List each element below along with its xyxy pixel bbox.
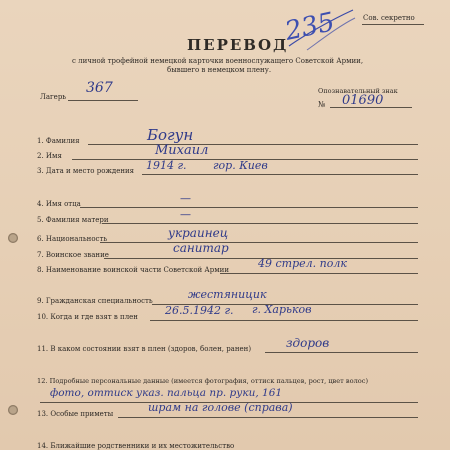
tag-label: Опознавательный знак bbox=[318, 87, 398, 95]
tag-value: 01690 bbox=[342, 93, 384, 108]
field-label-mother: 5. Фамилия матери bbox=[37, 216, 109, 224]
field-value-captured-place: г. Харьков bbox=[252, 303, 312, 316]
field-label-personal: 12. Подробные персональные данные (имеется фотография, оттиск пальцев, рост, цвет волос) bbox=[37, 377, 369, 385]
field-value-unit: 49 стрел. полк bbox=[258, 257, 347, 270]
field-line bbox=[100, 242, 418, 243]
secret-underline bbox=[362, 24, 424, 25]
tag-prefix: № bbox=[318, 100, 326, 109]
field-label-specialty: 9. Гражданская специальность bbox=[37, 297, 153, 305]
subtitle-line-2: бывшего в немецком плену. bbox=[167, 66, 272, 74]
field-value-condition: здоров bbox=[286, 336, 330, 350]
field-value-nationality: украинец bbox=[168, 226, 229, 240]
field-label-marks: 13. Особые приметы bbox=[37, 410, 114, 418]
field-label-birth: 3. Дата и место рождения bbox=[37, 167, 135, 175]
field-value-rank: санитар bbox=[173, 241, 229, 255]
field-value-personal: фото, оттиск указ. пальца пр. руки, 161 bbox=[50, 387, 283, 399]
field-label-father: 4. Имя отца bbox=[37, 200, 81, 208]
field-value-marks: шрам на голове (справа) bbox=[148, 401, 293, 414]
field-line bbox=[118, 417, 418, 418]
field-value-father: — bbox=[180, 192, 191, 205]
field-line bbox=[102, 223, 418, 224]
field-value-captured-date: 26.5.1942 г. bbox=[165, 304, 234, 317]
field-value-name: Михаил bbox=[155, 143, 209, 158]
document-title: ПЕРЕВОД bbox=[187, 36, 289, 54]
field-line bbox=[150, 320, 418, 321]
camp-label: Лагерь bbox=[40, 93, 67, 101]
field-label-nationality: 6. Национальность bbox=[37, 235, 108, 243]
field-value-birth-place: гор. Киев bbox=[213, 159, 268, 172]
field-label-captured: 10. Когда и где взят в плен bbox=[37, 313, 138, 321]
camp-line bbox=[68, 100, 138, 101]
subtitle-line-1: с личной трофейной немецкой карточки военнослужащего Советской Армии, bbox=[72, 57, 364, 65]
field-value-surname: Богун bbox=[147, 126, 194, 144]
camp-value: 367 bbox=[86, 80, 113, 96]
field-label-name: 2. Имя bbox=[37, 152, 62, 160]
field-value-birth-date: 1914 г. bbox=[146, 159, 187, 172]
handwritten-annotation: 235 bbox=[283, 6, 363, 54]
field-label-relatives: 14. Ближайшие родственники и их местожительство bbox=[37, 442, 235, 450]
field-label-rank: 7. Воинское звание bbox=[37, 251, 109, 259]
punch-hole bbox=[8, 405, 18, 415]
field-label-condition: 11. В каком состоянии взят в плен (здоров, болен, ранен) bbox=[37, 345, 252, 353]
field-label-unit: 8. Наименование воинской части Советской Армии bbox=[37, 266, 229, 274]
field-value-specialty: жестяницик bbox=[188, 288, 267, 301]
punch-hole bbox=[8, 233, 18, 243]
field-line bbox=[142, 174, 418, 175]
field-label-surname: 1. Фамилия bbox=[37, 137, 80, 145]
secret-mark: Сов. секретно bbox=[363, 14, 415, 22]
field-value-mother: — bbox=[180, 208, 191, 221]
field-line bbox=[265, 352, 418, 353]
field-line bbox=[220, 273, 418, 274]
field-line bbox=[80, 207, 418, 208]
field-line bbox=[88, 144, 418, 145]
